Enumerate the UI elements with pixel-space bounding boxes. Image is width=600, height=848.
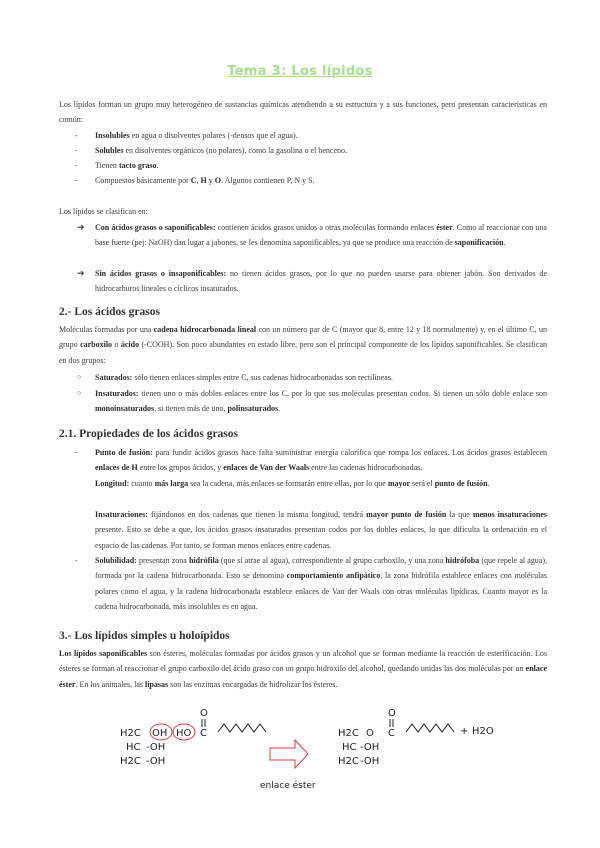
- formula-text: O: [388, 708, 396, 719]
- formula-text: H2C: [120, 728, 141, 739]
- dash-bullet: -: [75, 448, 78, 457]
- dash-bullet: -: [75, 161, 78, 170]
- intro-paragraph: Los lípidos forman un grupo muy heterogéneo de sustancias químicas atendiendo a su estructura y a sus funciones, pero presentan características en común:: [59, 100, 547, 125]
- list-item: Insolubles en agua o disolventes polares (-densos que el agua).: [95, 131, 298, 140]
- esterification-diagram: [110, 678, 510, 828]
- longitud-paragraph: Longitud: cuanto más larga sea la cadena, más enlaces se formarán entre ellas, por lo que mayor será el punto de fusión.: [95, 479, 490, 488]
- acidos-paragraph: Moléculas formadas por una cadena hidrocarbonada lineal con un número par de C (mayor que 8, entre 12 y 18 normalmente) y, en el último C, un grupo carboxilo o ácido (-COOH). Son poco abundantes en estado libre, pero son el principal componente de los lípidos saponificables. Se clasifican en dos grupos:: [59, 325, 548, 365]
- formula-text: H2C: [120, 756, 141, 767]
- formula-text: +: [460, 726, 469, 737]
- section-heading-3: 3.- Los lípidos simples u holoípidos: [59, 630, 230, 642]
- insaturaciones-paragraph: Insaturaciones: fijándonos en dos cadenas que tienen la misma longitud, tendrá mayor punto de fusión la que menos insaturaciones presente. Esto se debe a que, los ácidos grasos insaturados presentan codos por los dobles enlaces, lo que dificulta la ordenación en el espacio de las cadenas. Por tanto, se forman menos enlaces entre cadenas.: [95, 510, 547, 550]
- reaction-arrow-icon: [270, 740, 308, 768]
- simples-paragraph: Los lípidos saponificables son ésteres, moléculas formadas por ácidos grasos y un alcohol que se forman mediante la reacción de esterificación. Los ésteres se forman al reaccionar el grupo carboxilo del ácido graso con un grupo hidroxilo del alcohol, quedando unidas las dos moléculas por un enlace éster. En los animales, las lipasas son las enzimas encargadas de hidrolizar los ésteres.: [59, 649, 548, 689]
- arrow-bullet-icon: ➔: [77, 268, 85, 278]
- dash-bullet: -: [75, 146, 78, 155]
- list-item-solubilidad: Solubilidad: presentan zona hidrófila (que sí atrae al agua), correspondiente al grupo carboxilo, y una zona hidrófoba (que repele al agua), formada por la cadena hidrocarbonada. Esto se denomina comportamiento anfipático, la zona hidrófila establece enlaces con moléculas polares como el agua, y la cadena hidrocarbonada establece enlaces de Van der Waals con otras moléculas lipídicas. Cuanto mayor es la cadena hidrocarbonada, más insolubles es en agua.: [95, 556, 548, 611]
- formula-text: H2C: [338, 756, 359, 767]
- dash-bullet: -: [75, 176, 78, 185]
- formula-text: HO: [176, 728, 192, 739]
- page-title: Tema 3: Los lípidos: [227, 64, 373, 79]
- formula-text: -OH: [360, 756, 380, 767]
- formula-text: HC: [126, 742, 141, 753]
- circle-bullet-icon: ○: [77, 389, 82, 397]
- list-item: Compuestos básicamente por C, H y O. Algunos contienen P, N y S.: [95, 176, 315, 185]
- formula-text: HC: [342, 742, 357, 753]
- arrow-bullet-icon: ➔: [77, 222, 85, 232]
- formula-text: C: [388, 728, 395, 739]
- list-item-con-acidos: Con ácidos grasos o saponificables: contienen ácidos grasos unidos a otras moléculas formando enlaces éster. Como al reaccionar con una base fuerte (pej: NaOH) dan lugar a jabones, se les denomina saponificables, ya que se produce una reacción de saponificación.: [95, 223, 547, 248]
- formula-text: O: [366, 728, 374, 739]
- list-item: Tienen tacto graso.: [95, 161, 159, 170]
- formula-text: C: [200, 728, 207, 739]
- formula-text: -OH: [146, 742, 166, 753]
- list-item-insaturados: Insaturados: tienen uno o más dobles enlaces entre los C, por lo que sus moléculas presentan codos. Si tienen un sólo doble enlace son monoinsaturados, si tienen más de uno, polinsaturados.: [95, 389, 547, 414]
- list-item: Solubles en disolventes orgánicos (no polares), como la gasolina o el benceno.: [95, 146, 348, 155]
- dash-bullet: -: [75, 131, 78, 140]
- formula-text: -OH: [146, 756, 166, 767]
- dash-bullet: -: [75, 556, 78, 565]
- hydrocarbon-chain-zigzag: [406, 724, 454, 732]
- classify-intro: Los lípidos se clasifican en:: [59, 207, 148, 216]
- formula-text: H2C: [338, 728, 359, 739]
- formula-text: -OH: [360, 742, 380, 753]
- hydrocarbon-chain-zigzag: [218, 724, 266, 732]
- formula-text: O: [200, 708, 208, 719]
- section-heading-2: 2.- Los ácidos grasos: [59, 306, 160, 318]
- section-heading-2-1: 2.1. Propiedades de los ácidos grasos: [59, 428, 239, 440]
- list-item-saturados: Saturados: sólo tienen enlaces simples entre C, sus cadenas hidrocarbonadas son rectilíneas.: [95, 373, 393, 382]
- formula-text: OH: [152, 728, 168, 739]
- circle-bullet-icon: ○: [77, 373, 82, 381]
- arrow-label: enlace éster: [260, 781, 316, 791]
- list-item-fusion: Punto de fusión: para fundir ácidos grasos hace falta suministrar energía calorífica que rompa los enlaces. Los ácidos grasos establecen enlaces de H entre los grupos ácidos, y enlaces de Van der Waals entre las cadenas hidrocarbonadas.: [95, 448, 548, 473]
- list-item-sin-acidos: Sin ácidos grasos o insaponificables: no tienen ácidos grasos, por lo que no pueden usarse para obtener jabón. Son derivados de hidrocarburos lineales o cíclicos insaturados.: [95, 269, 548, 294]
- formula-text: H2O: [472, 726, 494, 737]
